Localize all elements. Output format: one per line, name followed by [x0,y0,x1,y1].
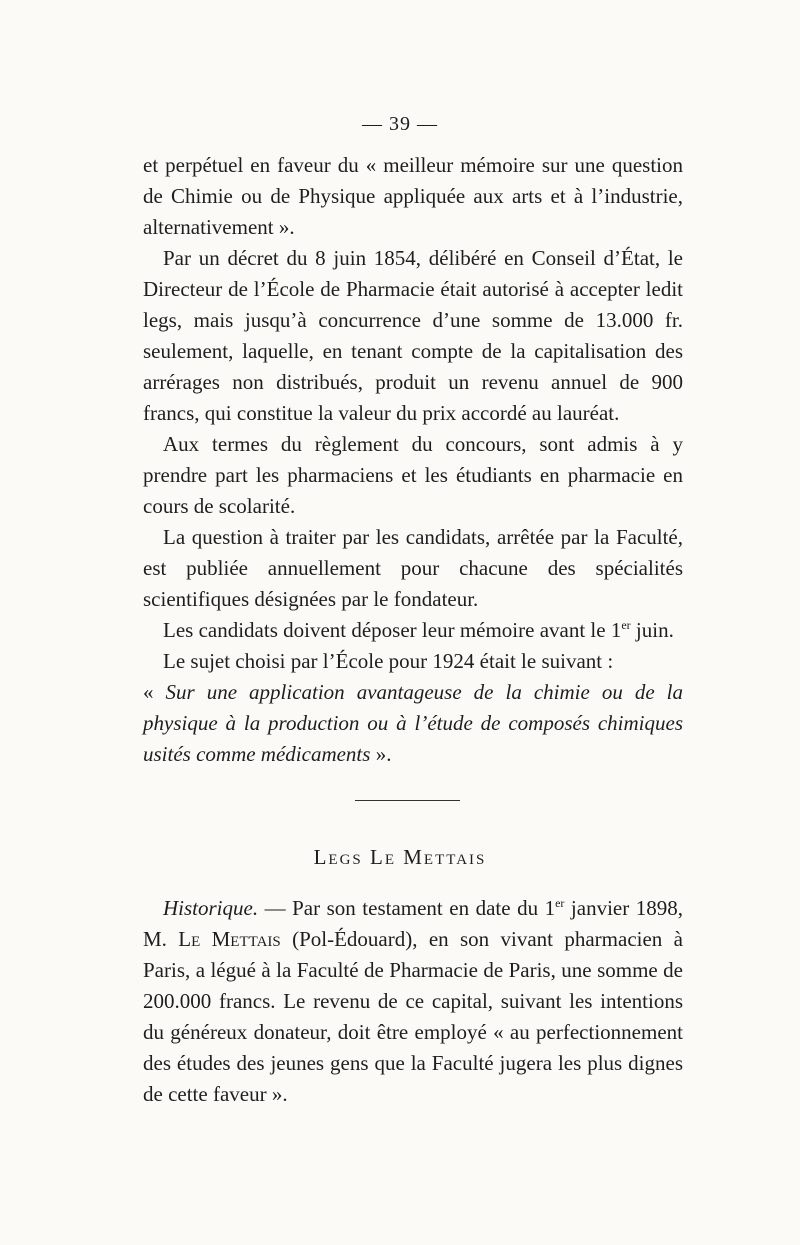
historique-text-2: janvier 1898, M. [143,896,683,951]
historique-label: Historique. [163,896,259,920]
page-number: — 39 — [362,113,438,135]
quote-open: « [143,680,166,704]
paragraph-4: La question à traiter par les candidats, arrêtée par la Faculté, est publiée annuellement pour chacune des spécialités scientifiques désignées par le fondateur. [143,525,683,611]
paragraph-6: Le sujet choisi par l’École pour 1924 était le suivant : [163,649,614,673]
subject-quote-text: Sur une application avantageuse de la chimie ou de la physique à la production ou à l’étude de composés chimiques usités comme médicaments [143,680,683,766]
paragraph-5-end: juin. [630,618,674,642]
quote-close: ». [370,742,392,766]
ordinal-superscript: er [621,618,631,632]
paragraph-3: Aux termes du règlement du concours, sont admis à y prendre part les pharmaciens et les étudiants en pharmacie en cours de scolarité. [143,432,683,518]
ordinal-superscript-2: er [555,896,565,910]
paragraph-5 [143,615,683,646]
section-divider [355,800,460,801]
paragraph-2: Par un décret du 8 juin 1854, délibéré en Conseil d’État, le Directeur de l’École de Pharmacie était autorisé à accepter ledit legs, mais jusqu’à concurrence d’une somme de 13.000 fr. seulement, laquelle, en tenant compte de la capitalisation des arrérages non distribués, produit un revenu annuel de 900 francs, qui constitue la valeur du prix accordé au lauréat. [143,246,683,425]
historique-text-3: (Pol-Édouard), en son vivant pharmacien à Paris, a légué à la Faculté de Pharmacie de Paris, une somme de 200.000 francs. Le revenu de ce capital, suivant les intentions du généreux donateur, doit être employé « au perfectionnement des études des jeunes gens que la Faculté jugera les plus dignes de cette faveur ». [143,927,683,1106]
historique-paragraph [143,893,683,1110]
subject-quote [143,677,683,770]
section-heading: Legs Le Mettais [313,845,487,869]
section-legs-body [143,893,683,1110]
donor-name: Le Mettais [178,927,281,951]
historique-text-1: — Par son testament en date du 1 [258,896,556,920]
section-prix-body [143,150,683,770]
paragraph-1: et perpétuel en faveur du « meilleur mémoire sur une question de Chimie ou de Physique appliquée aux arts et à l’industrie, alternativement ». [143,153,683,239]
paragraph-5-text: Les candidats doivent déposer leur mémoire avant le 1 [163,618,622,642]
